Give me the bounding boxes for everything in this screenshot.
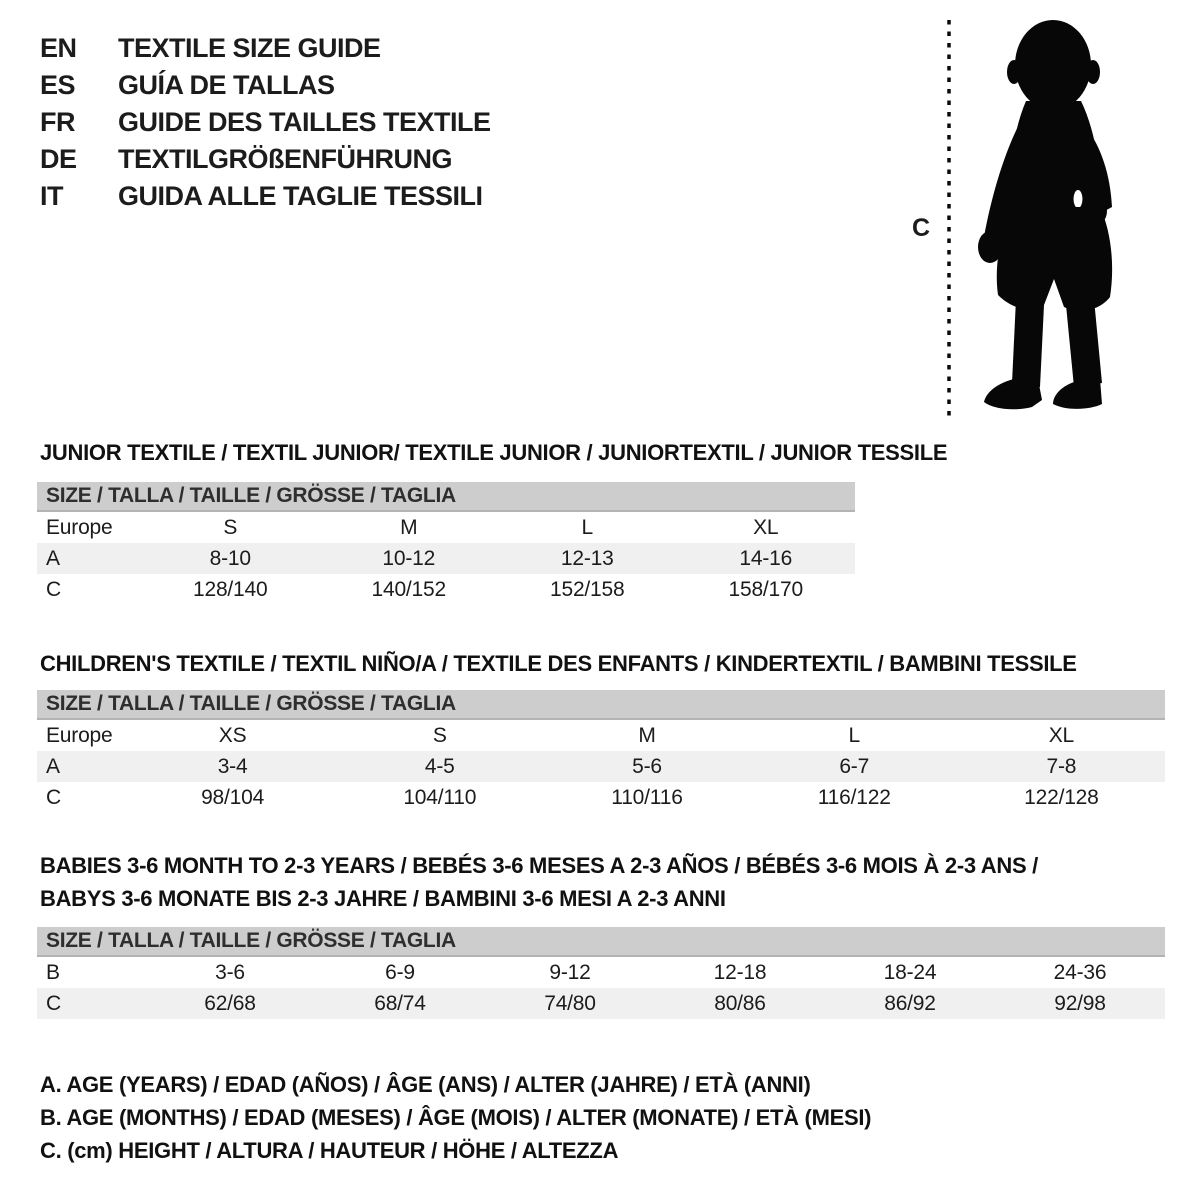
table-cell: 152/158 — [549, 577, 625, 601]
babies-size-table — [37, 927, 1165, 1019]
row-label: A — [46, 546, 60, 570]
table-cell: 24-36 — [1053, 960, 1107, 984]
row-label: C — [46, 991, 61, 1015]
table-cell: 3-4 — [217, 754, 248, 778]
row-label: B — [46, 960, 60, 984]
children-size-table — [37, 690, 1165, 813]
row-label: Europe — [46, 723, 113, 747]
language-title: GUIDA ALLE TAGLIE TESSILI — [118, 181, 483, 211]
table-cell: 6-7 — [839, 754, 870, 778]
table-cell: 158/170 — [728, 577, 803, 601]
height-measure-line — [941, 18, 957, 418]
language-row — [40, 141, 491, 178]
table-body — [37, 512, 855, 605]
table-cell: 80/86 — [714, 991, 766, 1015]
table-cell: L — [581, 515, 593, 539]
table-cell: 86/92 — [884, 991, 936, 1015]
table-cell: 3-6 — [215, 960, 245, 984]
table-cell: S — [223, 515, 238, 539]
language-code: EN — [40, 33, 77, 63]
language-title-list — [40, 30, 491, 215]
footnote-b: B. AGE (MONTHS) / EDAD (MESES) / ÂGE (MOIS) / ALTER (MONATE) / ETÀ (MESI) — [40, 1105, 872, 1130]
language-code: IT — [40, 181, 63, 211]
section-title-children — [40, 647, 1077, 680]
table-cell: 140/152 — [371, 577, 446, 601]
size-header-bar: SIZE / TALLA / TAILLE / GRÖSSE / TAGLIA — [37, 927, 1165, 957]
table-cell: 12-18 — [713, 960, 767, 984]
language-row — [40, 104, 491, 141]
table-cell: 6-9 — [385, 960, 415, 984]
size-header-bar: SIZE / TALLA / TAILLE / GRÖSSE / TAGLIA — [37, 690, 1165, 720]
row-label: C — [46, 785, 61, 809]
table-cell: 116/122 — [817, 785, 891, 809]
language-code: FR — [40, 107, 75, 137]
table-row — [37, 512, 855, 543]
table-cell: M — [400, 515, 418, 539]
table-cell: 5-6 — [632, 754, 662, 778]
table-cell: 10-12 — [382, 546, 436, 570]
table-cell: 122/128 — [1024, 785, 1099, 809]
table-body — [37, 957, 1165, 1019]
table-cell: 18-24 — [883, 960, 937, 984]
table-cell: 12-13 — [560, 546, 614, 570]
table-row — [37, 574, 855, 605]
height-measure-label: C — [912, 214, 931, 242]
table-cell: 68/74 — [374, 991, 426, 1015]
row-label: Europe — [46, 515, 113, 539]
language-row — [40, 178, 491, 215]
table-row — [37, 751, 1165, 782]
table-cell: 62/68 — [204, 991, 256, 1015]
table-row — [37, 988, 1165, 1019]
table-row — [37, 782, 1165, 813]
language-title: TEXTILGRÖßENFÜHRUNG — [118, 144, 452, 174]
language-title: GUIDE DES TAILLES TEXTILE — [118, 107, 491, 137]
section-title-line: JUNIOR TEXTILE / TEXTIL JUNIOR/ TEXTILE JUNIOR / JUNIORTEXTIL / JUNIOR TESSILE — [40, 440, 948, 465]
table-cell: 98/104 — [201, 785, 265, 809]
section-title-line: BABYS 3-6 MONATE BIS 2-3 JAHRE / BAMBINI 3-6 MESI A 2-3 ANNI — [40, 886, 726, 911]
table-cell: 104/110 — [403, 785, 477, 809]
table-cell: M — [638, 723, 656, 747]
footnote-list — [40, 1068, 871, 1167]
section-title-babies — [40, 849, 1038, 915]
table-cell: XL — [753, 515, 779, 539]
table-cell: 14-16 — [739, 546, 793, 570]
table-cell: XS — [218, 723, 247, 747]
table-row — [37, 543, 855, 574]
table-cell: XL — [1048, 723, 1075, 747]
table-body — [37, 720, 1165, 813]
table-cell: 74/80 — [544, 991, 596, 1015]
table-cell: 92/98 — [1054, 991, 1106, 1015]
table-cell: L — [848, 723, 860, 747]
language-title: TEXTILE SIZE GUIDE — [118, 33, 381, 63]
junior-size-table — [37, 482, 855, 605]
section-title-junior — [40, 436, 947, 469]
table-cell: 4-5 — [424, 754, 455, 778]
section-title-line: BABIES 3-6 MONTH TO 2-3 YEARS / BEBÉS 3-6 MESES A 2-3 AÑOS / BÉBÉS 3-6 MOIS À 2-3 ANS / — [40, 853, 1038, 878]
language-code: ES — [40, 70, 76, 100]
footnote-a: A. AGE (YEARS) / EDAD (AÑOS) / ÂGE (ANS) / ALTER (JAHRE) / ETÀ (ANNI) — [40, 1072, 811, 1097]
table-cell: 7-8 — [1046, 754, 1077, 778]
size-header-bar: SIZE / TALLA / TAILLE / GRÖSSE / TAGLIA — [37, 482, 855, 512]
table-row — [37, 720, 1165, 751]
footnote-c: C. (cm) HEIGHT / ALTURA / HAUTEUR / HÖHE / ALTEZZA — [40, 1138, 619, 1163]
language-code: DE — [40, 144, 77, 174]
table-cell: 9-12 — [549, 960, 591, 984]
row-label: C — [46, 577, 61, 601]
section-title-line: CHILDREN'S TEXTILE / TEXTIL NIÑO/A / TEXTILE DES ENFANTS / KINDERTEXTIL / BAMBINI TESSILE — [40, 651, 1077, 676]
language-title: GUÍA DE TALLAS — [118, 70, 335, 100]
language-row — [40, 30, 491, 67]
table-cell: 128/140 — [192, 577, 268, 601]
table-row — [37, 957, 1165, 988]
toddler-silhouette-icon — [960, 15, 1140, 413]
table-cell: 110/116 — [611, 785, 683, 809]
table-cell: 8-10 — [209, 546, 251, 570]
row-label: A — [46, 754, 60, 778]
table-cell: S — [432, 723, 447, 747]
language-row — [40, 67, 491, 104]
